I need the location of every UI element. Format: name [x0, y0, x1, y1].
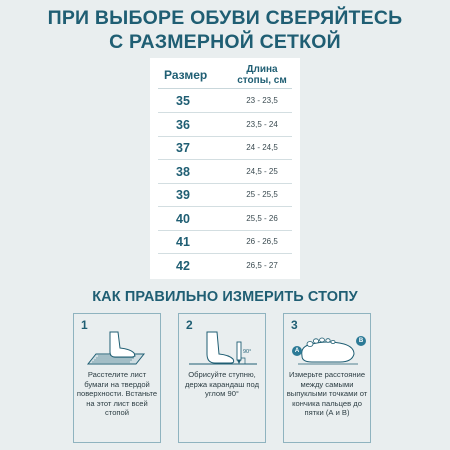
- length-cell: 26,5 - 27: [246, 260, 278, 270]
- size-cell: 40: [176, 211, 190, 226]
- size-cell: 39: [176, 188, 190, 202]
- foot-on-paper-icon: [74, 330, 160, 370]
- title-line-1: ПРИ ВЫБОРЕ ОБУВИ СВЕРЯЙТЕСЬ: [47, 7, 403, 29]
- table-row: [150, 137, 300, 160]
- step-card-3: [283, 313, 371, 443]
- table-row: [150, 231, 300, 254]
- step-number: 1: [81, 318, 88, 332]
- length-cell: 25 - 25,5: [246, 190, 278, 199]
- header-divider: [158, 88, 292, 89]
- page-title: [0, 6, 450, 54]
- length-cell: 23,5 - 24: [246, 119, 278, 129]
- step-card-1: [73, 313, 161, 443]
- size-cell: 41: [176, 235, 190, 249]
- length-cell: 24,5 - 25: [246, 166, 278, 176]
- step-description: Обрисуйте ступню, держа карандаш под углом 90°: [184, 370, 260, 398]
- size-column-header: Размер: [164, 68, 208, 82]
- length-cell: 23 - 23,5: [246, 96, 278, 105]
- table-row: [150, 255, 300, 278]
- pencil-outline-icon: [179, 330, 265, 370]
- point-a-badge: A: [292, 346, 302, 356]
- step-card-2: [178, 313, 266, 443]
- table-row: [150, 90, 300, 113]
- title-line-2: С РАЗМЕРНОЙ СЕТКОЙ: [109, 31, 341, 53]
- length-cell: 24 - 24,5: [246, 143, 278, 152]
- table-row: [150, 161, 300, 184]
- table-row: [150, 114, 300, 137]
- size-cell: 36: [176, 117, 190, 132]
- size-table: [150, 58, 300, 279]
- step-description: Измерьте расстояние между самыми выпуклыми точками от кончика пальцев до пятки (А и В): [286, 370, 368, 417]
- length-cell: 25,5 - 26: [246, 213, 278, 223]
- size-cell: 42: [176, 258, 190, 273]
- angle-label: 90°: [243, 349, 252, 355]
- size-cell: 35: [176, 94, 190, 108]
- size-cell: 38: [176, 164, 190, 179]
- point-b-badge: B: [356, 336, 366, 346]
- length-cell: 26 - 26,5: [246, 237, 278, 246]
- table-row: [150, 208, 300, 231]
- step-number: 3: [291, 318, 298, 332]
- table-row: [150, 184, 300, 207]
- measure-instructions-heading: КАК ПРАВИЛЬНО ИЗМЕРИТЬ СТОПУ: [92, 289, 358, 305]
- length-column-header: Длина стопы, см: [237, 64, 287, 86]
- step-number: 2: [186, 318, 193, 332]
- size-cell: 37: [176, 141, 190, 155]
- step-description: Расстелите лист бумаги на твердой поверхности. Встаньте на этот лист всей стопой: [76, 370, 158, 417]
